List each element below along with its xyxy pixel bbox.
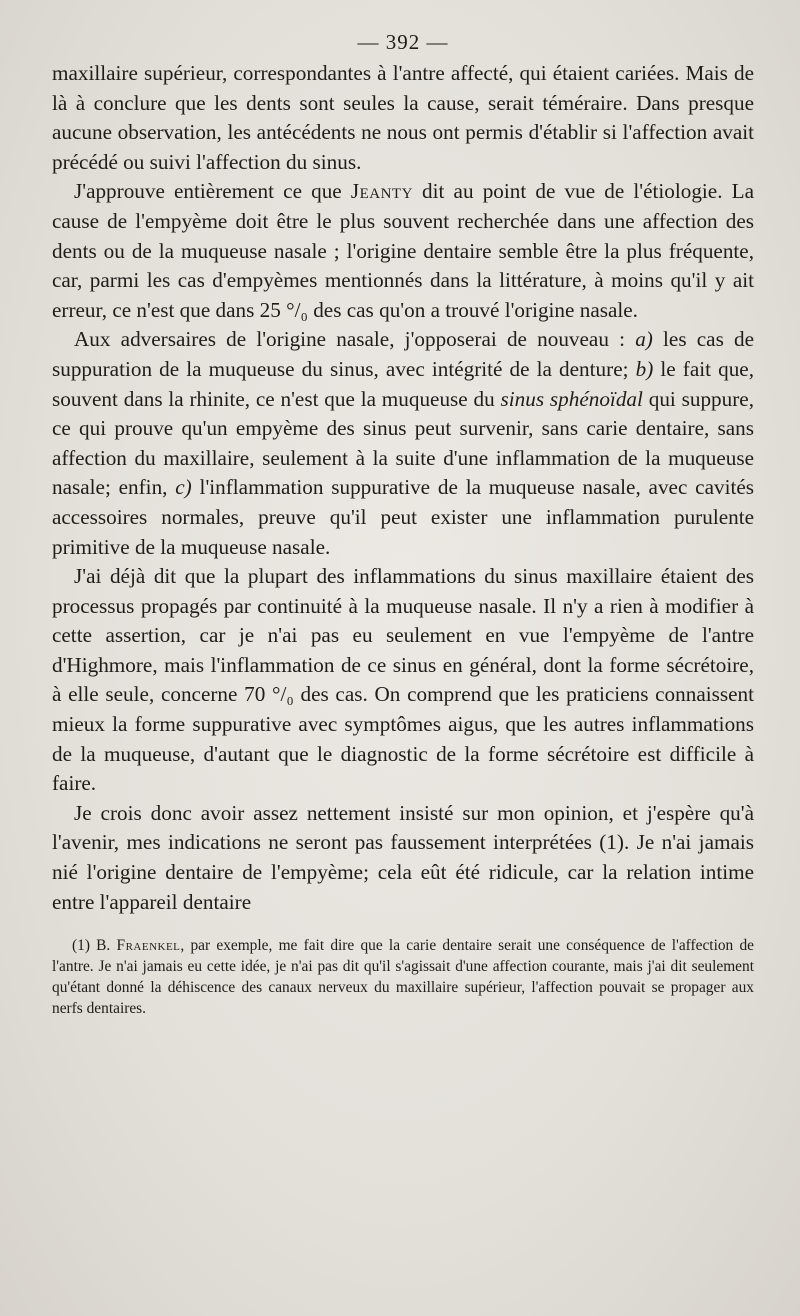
author-name: Fraenkel bbox=[116, 937, 181, 955]
text-run: Je crois donc avoir assez nettement insisté sur mon opinion, et j'espère qu'à l'avenir, mes indications ne seront pas faussement interprétées (1). Je n'ai jamais nié l'origine dentaire de l'empyème; cela eût été ridicule, car la relation intime entre l'appareil dentaire bbox=[52, 800, 754, 914]
italic-text: a) bbox=[635, 327, 653, 352]
body-text bbox=[52, 59, 754, 917]
text-run: J'ai déjà dit que la plupart des inflammations du sinus maxillaire étaient des processus propagés par continuité à la muqueuse nasale. Il n'y a rien à modifier à cette assertion, car je n'ai pas eu seulement en vue l'empyème de l'antre d'Highmore, mais l'inflammation de ce sinus en général, dont la forme sécrétoire, à elle seule, concerne 70 °/₀ des cas. On comprend que les praticiens connaissent mieux la forme suppurative avec symptômes aigus, que les autres inflammations de la muqueuse, d'autant que le diagnostic de la forme sécrétoire est difficile à faire. bbox=[52, 564, 754, 796]
text-run: Aux adversaires de l'origine nasale, j'opposerai de nouveau : bbox=[74, 327, 636, 352]
footnote bbox=[52, 935, 754, 1019]
italic-text: sinus sphénoïdal bbox=[500, 386, 643, 411]
text-run: , par exemple, me fait dire que la carie dentaire serait une conséquence de l'affection de l'antre. Je n'ai jamais eu cette idée, je n'ai pas dit qu'il s'agissait d'une affection courante, mais j'ai dit seulement qu'étant donné la déhiscence des canaux nerveux du maxillaire supérieur, l'affection pouvait se propager aux nerfs dentaires. bbox=[52, 937, 754, 1018]
text-run: le fait que, souvent dans la rhinite, ce n'est que la muqueuse du bbox=[52, 356, 754, 411]
text-run: dit au point de vue de l'étiologie. La cause de l'empyème doit être le plus souvent recherchée dans une affection des dents ou de la muqueuse nasale ; l'origine dentaire semble être la plus fréquente, car, parmi les cas d'empyèmes mentionnés dans la littérature, à moins qu'il y ait erreur, ce n'est que dans 25 °/₀ des cas qu'on a trouvé l'origine nasale. bbox=[52, 179, 754, 322]
text-run: les cas de suppuration de la muqueuse du sinus, avec intégrité de la denture; bbox=[52, 327, 755, 381]
paragraph bbox=[52, 177, 754, 325]
page-number: — 392 — bbox=[357, 30, 449, 54]
paragraph bbox=[52, 562, 754, 799]
text-run: qui suppure, ce qui prouve qu'un empyème des sinus peut survenir, sans carie dentaire, sans affection du maxillaire, seulement à la suite d'une inflammation de la muqueuse nasale; enfin, bbox=[52, 386, 754, 500]
text-run: (1) B. bbox=[72, 937, 117, 955]
paragraph bbox=[52, 325, 754, 562]
italic-text: b) bbox=[635, 356, 654, 381]
text-run: J'approuve entièrement ce que bbox=[74, 179, 351, 204]
author-name: Jeanty bbox=[350, 179, 413, 204]
paragraph bbox=[52, 59, 754, 177]
text-run: l'inflammation suppurative de la muqueuse nasale, avec cavités accessoires normales, preuve qu'il peut exister une inflammation purulente primitive de la muqueuse nasale. bbox=[52, 475, 754, 559]
paragraph bbox=[52, 799, 754, 917]
italic-text: c) bbox=[175, 475, 192, 500]
text-run: maxillaire supérieur, correspondantes à l'antre affecté, qui étaient cariées. Mais de là à conclure que les dents sont seules la cause, serait téméraire. Dans presque aucune observation, les antécédents ne nous ont permis d'établir si l'affection avait précédé ou suivi l'affection du sinus. bbox=[52, 61, 754, 174]
